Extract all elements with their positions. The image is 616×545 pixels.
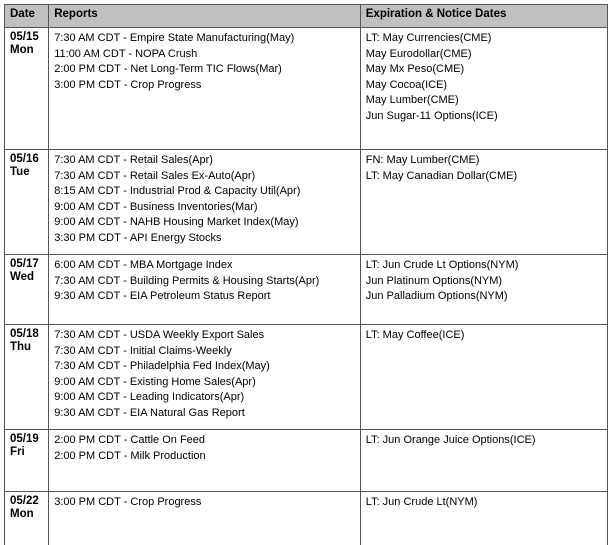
reports-list [54, 31, 356, 93]
report-item: 2:00 PM CDT - Net Long-Term TIC Flows(Mar) [54, 63, 282, 75]
report-item: 3:30 PM CDT - API Energy Stocks [54, 231, 222, 244]
date-number: 05/19 [10, 433, 39, 445]
reports-list [54, 153, 356, 246]
cell-date [5, 430, 49, 492]
expiration-item: May Mx Peso(CME) [365, 63, 465, 75]
expiration-item: May Lumber(CME) [365, 94, 459, 106]
table-row [5, 492, 608, 545]
reports-list [54, 328, 356, 421]
report-item: 7:30 AM CDT - Retail Sales Ex-Auto(Apr) [54, 169, 256, 182]
cell-reports [49, 255, 361, 325]
date-weekday: Mon [10, 508, 34, 520]
cell-expirations [360, 492, 607, 545]
expirations-list [366, 31, 603, 124]
report-item: 9:00 AM CDT - Leading Indicators(Apr) [54, 391, 245, 403]
cell-expirations [360, 28, 607, 150]
expiration-item: Jun Sugar-11 Options(ICE) [365, 109, 498, 122]
expiration-item: May Eurodollar(CME) [365, 47, 472, 60]
date-number: 05/17 [10, 258, 39, 270]
cell-expirations [360, 325, 607, 430]
report-item: 6:00 AM CDT - MBA Mortgage Index [54, 259, 233, 271]
reports-list [54, 495, 356, 511]
report-item: 7:30 AM CDT - Philadelphia Fed Index(May) [54, 360, 270, 372]
reports-list [54, 433, 356, 464]
cell-reports [49, 150, 361, 255]
date-weekday: Mon [10, 44, 34, 56]
report-item: 9:00 AM CDT - NAHB Housing Market Index(May) [54, 216, 299, 228]
report-item: 9:30 AM CDT - EIA Natural Gas Report [54, 406, 245, 419]
table-row [5, 255, 608, 325]
expiration-item: LT: May Coffee(ICE) [365, 329, 465, 341]
cell-expirations [360, 430, 607, 492]
cell-reports [49, 492, 361, 545]
report-item: 2:00 PM CDT - Milk Production [54, 449, 206, 462]
expirations-list [366, 153, 603, 184]
cell-date [5, 28, 49, 150]
expiration-item: LT: Jun Crude Lt(NYM) [365, 496, 478, 508]
table-body [5, 28, 608, 545]
date-number: 05/22 [10, 495, 39, 507]
expiration-item: May Cocoa(ICE) [365, 78, 448, 91]
cell-date [5, 325, 49, 430]
cell-date [5, 255, 49, 325]
table-row [5, 325, 608, 430]
expiration-item: LT: May Canadian Dollar(CME) [365, 169, 518, 182]
report-item: 7:30 AM CDT - Building Permits & Housing Starts(Apr) [54, 274, 320, 287]
column-header-reports: Reports [49, 5, 361, 28]
report-item: 2:00 PM CDT - Cattle On Feed [54, 434, 206, 446]
report-item: 7:30 AM CDT - Retail Sales(Apr) [54, 154, 213, 166]
cell-expirations [360, 255, 607, 325]
report-item: 9:00 AM CDT - Existing Home Sales(Apr) [54, 375, 256, 388]
cell-reports [49, 28, 361, 150]
date-number: 05/16 [10, 153, 39, 165]
expiration-item: LT: Jun Crude Lt Options(NYM) [365, 259, 519, 271]
report-item: 7:30 AM CDT - Initial Claims-Weekly [54, 344, 232, 357]
expirations-list [366, 433, 603, 449]
expiration-item: Jun Platinum Options(NYM) [365, 274, 503, 287]
cell-reports [49, 430, 361, 492]
reports-list [54, 258, 356, 305]
report-item: 7:30 AM CDT - USDA Weekly Export Sales [54, 329, 265, 341]
expirations-list [366, 495, 603, 511]
expirations-list [366, 258, 603, 305]
column-header-date: Date [5, 5, 49, 28]
cell-date [5, 492, 49, 545]
expiration-item: LT: May Currencies(CME) [365, 32, 492, 44]
report-item: 8:15 AM CDT - Industrial Prod & Capacity Util(Apr) [54, 185, 301, 197]
date-weekday: Fri [10, 446, 25, 458]
report-item: 7:30 AM CDT - Empire State Manufacturing(May) [54, 32, 295, 44]
date-number: 05/15 [10, 31, 39, 43]
report-item: 3:00 PM CDT - Crop Progress [54, 496, 202, 508]
date-weekday: Wed [10, 271, 35, 283]
table-row [5, 150, 608, 255]
expiration-item: LT: Jun Orange Juice Options(ICE) [365, 434, 536, 446]
cell-expirations [360, 150, 607, 255]
expiration-item: FN: May Lumber(CME) [365, 154, 480, 166]
report-item: 11:00 AM CDT - NOPA Crush [54, 47, 198, 60]
table-row [5, 430, 608, 492]
header-row [5, 5, 608, 28]
expirations-list [366, 328, 603, 344]
column-header-expiration: Expiration & Notice Dates [360, 5, 607, 28]
date-weekday: Tue [10, 166, 30, 178]
table-row [5, 28, 608, 150]
report-item: 3:00 PM CDT - Crop Progress [54, 78, 202, 91]
table-header [5, 5, 608, 28]
report-item: 9:00 AM CDT - Business Inventories(Mar) [54, 200, 258, 213]
economic-calendar-table [4, 4, 608, 545]
date-weekday: Thu [10, 341, 32, 353]
expiration-item: Jun Palladium Options(NYM) [365, 290, 508, 302]
date-number: 05/18 [10, 328, 39, 340]
cell-date [5, 150, 49, 255]
cell-reports [49, 325, 361, 430]
report-item: 9:30 AM CDT - EIA Petroleum Status Report [54, 290, 271, 302]
